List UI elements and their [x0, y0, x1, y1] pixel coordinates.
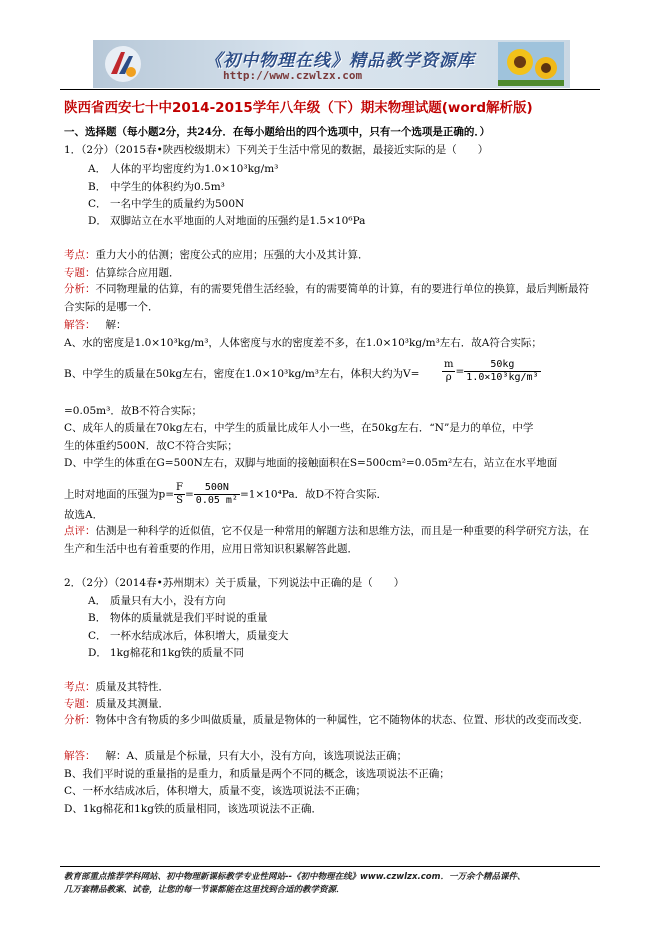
zhuanti-label: 专题：: [64, 267, 96, 279]
jieda-label: 解答：: [64, 750, 96, 762]
jieda-first: 解：A、质量是个标量，只有大小，没有方向，该选项说法正确；: [105, 750, 408, 762]
jieda-intro: 解：: [105, 319, 127, 331]
q1-dianping: [64, 522, 594, 558]
q2-zhuanti: [64, 697, 169, 711]
q1-line-c1: C、成年人的质量在70kg左右，中学生的质量比成年人小一些，在50kg左右．“N”是力的单位，中学: [64, 422, 534, 434]
kaodian-text: 重力大小的估测；密度公式的应用；压强的大小及其计算．: [95, 249, 369, 261]
zhuanti-label: 专题：: [64, 698, 96, 710]
dianping-text: 估测是一种科学的近似值，它不仅是一种常用的解题方法和思维方法，而且是一种重要的科学研究方法，在生产和生活中也有着重要的作用，应用日常知识积累解答此题．: [64, 525, 589, 555]
frac-den: 0.05 m²: [195, 495, 238, 506]
footer-rule: [60, 866, 600, 867]
q2-line-c: C、一杯水结成冰后，体积增大，质量不变，该选项说法不正确；: [64, 785, 367, 797]
banner-url[interactable]: http://www.czwlzx.com: [223, 69, 363, 82]
q2-jieda: [64, 749, 407, 763]
document-title: 陕西省西安七十中2014-2015学年八年级（下）期末物理试题(word解析版): [64, 100, 533, 116]
q1-line-d2: 上时对地面的压强为p= $\frac{F}{S}$ = $\frac{500N}{\text{0.05 m²}}$ =1×10⁴Pa．故D不符合实际．: [64, 482, 388, 506]
q2-option-c-letter: C．: [88, 630, 107, 642]
q2-kaodian: [64, 680, 169, 694]
fenxi-text: 物体中含有物质的多少叫做质量，质量是物体的一种属性，它不随物体的状态、位置、形状的改变而改变．: [95, 714, 589, 726]
frac-num: m: [444, 359, 454, 370]
q2-option-b-text: 物体的质量就是我们平时说的重量: [110, 612, 268, 624]
q2-option-d-letter: D．: [88, 647, 107, 659]
q2-option-d-text: 1kg棉花和1kg铁的质量不同: [110, 647, 245, 659]
q1-option-d-text: 双脚站立在水平地面的人对地面的压强约是1.5×10⁶Pa: [110, 215, 366, 227]
q1-option-a-text: 人体的平均密度约为1.0×10³kg/m³: [110, 163, 279, 175]
fenxi-label: 分析：: [64, 714, 96, 726]
q1-line-c2: 生的体重约500N．故C不符合实际；: [64, 440, 238, 452]
q1-option-c-letter: C．: [88, 198, 107, 210]
fenxi-label: 分析：: [64, 283, 96, 295]
header-banner: [93, 40, 570, 88]
dianping-label: 点评：: [64, 525, 96, 537]
header-rule: [60, 89, 600, 90]
q1-option-a-letter: A．: [88, 163, 107, 175]
q2-option-c-text: 一杯水结成冰后，体积增大，质量变大: [110, 630, 289, 642]
q2-stem: 2．（2分）（2014春•苏州期末）关于质量，下列说法中正确的是（ ）: [64, 577, 405, 589]
line-d2b: =1×10⁴Pa．故D不符合实际．: [239, 488, 388, 501]
kaodian-label: 考点：: [64, 249, 96, 261]
q2-option-a-letter: A．: [88, 595, 107, 607]
q1-conclusion: 故选A．: [64, 509, 104, 521]
q1-zhuanti: [64, 266, 180, 280]
q1-option-b-letter: B．: [88, 181, 107, 193]
q1-line-d1: D、中学生的体重在G=500N左右，双脚与地面的接触面积在S=500cm²=0.05m²左右，站立在水平地面: [64, 457, 558, 469]
frac-den: S: [176, 495, 183, 506]
jieda-label: 解答：: [64, 319, 96, 331]
q1-fenxi: [64, 280, 594, 316]
footer-line-1: 教育部重点推荐学科网站、初中物理新课标教学专业性网站--《初中物理在线》www.czwlzx.com．一万余个精品课件、: [64, 872, 526, 882]
q2-line-d: D、1kg棉花和1kg铁的质量相同，该选项说法不正确．: [64, 803, 322, 815]
q1-line-b2: =0.05m³．故B不符合实际；: [64, 405, 203, 417]
section-heading: 一、选择题（每小题2分，共24分．在每小题给出的四个选项中，只有一个选项是正确的．）: [64, 126, 491, 138]
kaodian-text: 质量及其特性．: [95, 681, 169, 693]
frac-den: 1.0×10³kg/m³: [466, 372, 539, 383]
fenxi-text: 不同物理量的估算，有的需要凭借生活经验，有的需要简单的计算，有的要进行单位的换算，最后判断最符合实际的是哪一个．: [64, 283, 589, 313]
q2-line-b: B、我们平时说的重量指的是重力，和质量是两个不同的概念，该选项说法不正确；: [64, 768, 450, 780]
q2-option-b-letter: B．: [88, 612, 107, 624]
frac-num: 50kg: [464, 359, 540, 372]
q1-option-b-text: 中学生的体积约为0.5m³: [110, 181, 225, 193]
q1-stem: 1．（2分）（2015春•陕西校级期末）下列关于生活中常见的数据，最接近实际的是（ ）: [64, 144, 489, 156]
q1-kaodian: [64, 248, 369, 262]
frac-num: F: [176, 482, 183, 493]
zhuanti-text: 估算综合应用题．: [95, 267, 180, 279]
banner-title: 《初中物理在线》精品教学资源库: [205, 51, 475, 71]
sunflower-icon: [498, 42, 564, 86]
line-d2a: 上时对地面的压强为p=: [64, 488, 175, 501]
frac-den: ρ: [445, 372, 452, 383]
footer-line-2: 几万套精品教案、试卷，让您的每一节课都能在这里找到合适的教学资源．: [64, 885, 345, 895]
q1-line-a: A、水的密度是1.0×10³kg/m³，人体密度与水的密度差不多，在1.0×10³kg/m³左右．故A符合实际；: [64, 337, 542, 349]
q1-option-c-text: 一名中学生的质量约为500N: [110, 198, 245, 210]
q1-option-d-letter: D．: [88, 215, 107, 227]
q1-frac-m-rho: $\frac{m}{\rho}$ = $\frac{50kg}{\text{1.0×10³kg/m³}}$: [444, 359, 539, 383]
footer: [64, 871, 525, 897]
kaodian-label: 考点：: [64, 681, 96, 693]
q1-jieda: [64, 318, 127, 332]
zhuanti-text: 质量及其测量．: [95, 698, 169, 710]
q2-fenxi: [64, 711, 594, 729]
q1-line-b1: B、中学生的质量在50kg左右，密度在1.0×10³kg/m³左右，体积大约为V=: [64, 368, 420, 380]
site-logo-icon: [103, 44, 143, 84]
q2-option-a-text: 质量只有大小，没有方向: [110, 595, 226, 607]
frac-num: 500N: [194, 482, 240, 495]
